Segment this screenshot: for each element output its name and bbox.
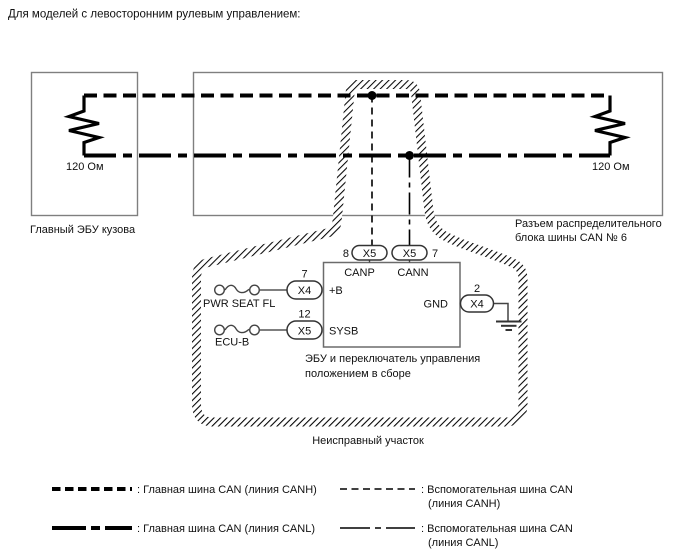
- sysb-connector-name: X5: [297, 325, 312, 338]
- ecu-label-line2: положением в сборе: [305, 368, 411, 380]
- ecu-pin-canp: CANP: [344, 267, 375, 279]
- canp-connector-name: X5: [362, 248, 377, 260]
- left-resistor-label: 120 Ом: [66, 161, 104, 173]
- ecu-pin-cann: CANN: [397, 267, 429, 279]
- left-terminating-resistor: [69, 96, 99, 156]
- legend-aux-canh-label-line2: (линия CANH): [428, 498, 501, 510]
- ecu-pin-b: +B: [329, 285, 343, 297]
- right-resistor-label: 120 Ом: [592, 161, 630, 173]
- gnd-pin-number: 2: [473, 283, 481, 295]
- b-connector-name: X4: [297, 285, 312, 297]
- ecu-pin-sysb: SYSB: [329, 325, 359, 338]
- right-module-label-line1: Разъем распределительного: [515, 218, 662, 230]
- ground-icon: [496, 322, 522, 331]
- fuse-b-right-terminal: [250, 285, 260, 295]
- legend-main-canh-label: : Главная шина CAN (линия CANH): [137, 484, 317, 496]
- legend-main-canl-label: : Главная шина CAN (линия CANL): [137, 523, 315, 535]
- page-title: Для моделей с левосторонним рулевым управлением:: [8, 8, 301, 21]
- cann-connector-name: X5: [402, 248, 417, 260]
- fuse-b-left-terminal: [215, 285, 225, 295]
- legend-aux-canl-label-line1: : Вспомогательная шина CAN: [421, 523, 573, 535]
- fuse-sysb-left-terminal: [215, 325, 225, 335]
- ground-wire: [494, 304, 509, 321]
- fuse-sysb-right-terminal: [250, 325, 260, 335]
- fuse-sysb-element: [225, 325, 249, 332]
- gnd-connector-name: X4: [470, 298, 484, 311]
- ecu-label-line1: ЭБУ и переключатель управления: [305, 353, 481, 365]
- fault-area-label: Неисправный участок: [312, 435, 424, 447]
- fuse-b-element: [225, 285, 249, 292]
- left-module-label: Главный ЭБУ кузова: [30, 224, 136, 236]
- cann-pin-number: 7: [432, 248, 439, 260]
- ecu-pin-gnd: GND: [423, 298, 448, 311]
- canp-pin-number: 8: [342, 248, 349, 260]
- fuse-b-label: PWR SEAT FL: [203, 298, 276, 310]
- right-module-label-line2: блока шины CAN № 6: [515, 232, 627, 244]
- b-pin-number: 7: [301, 268, 308, 281]
- legend-aux-canl-label-line2: (линия CANL): [428, 537, 499, 549]
- fuse-sysb-label: ECU-B: [215, 336, 250, 349]
- sysb-pin-number: 12: [298, 308, 311, 321]
- legend-aux-canh-label-line1: : Вспомогательная шина CAN: [421, 484, 573, 496]
- right-terminating-resistor: [595, 96, 625, 156]
